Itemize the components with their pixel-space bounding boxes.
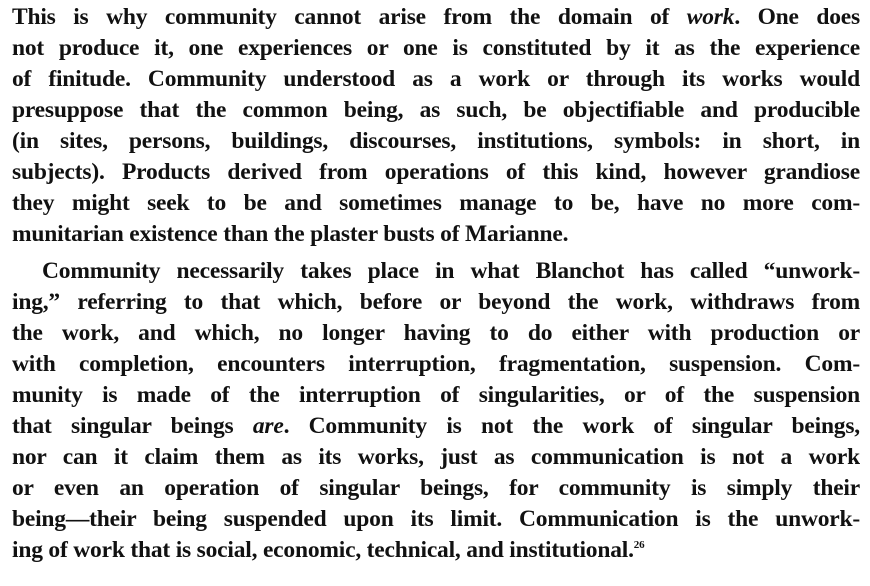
- text-line: presuppose that the common being, as such, be objectifiable and producible: [12, 97, 860, 123]
- text-line: This is why community cannot arise from the domain of work. One does: [12, 4, 860, 30]
- paragraph-1: [12, 2, 860, 250]
- text-line: they might seek to be and sometimes manage to be, have no more com-: [12, 190, 860, 216]
- text-line: (in sites, persons, buildings, discourses, institutions, symbols: in short, in: [12, 128, 860, 154]
- emphasis-work: work: [686, 4, 735, 30]
- text-line: Community necessarily takes place in what Blanchot has called “unwork-: [42, 258, 860, 284]
- text-line: that singular beings are. Community is not the work of singular beings,: [12, 413, 860, 439]
- paragraph-2: [12, 256, 860, 566]
- text-line: with completion, encounters interruption, fragmentation, suspension. Com-: [12, 351, 860, 377]
- text-line: not produce it, one experiences or one is constituted by it as the experience: [12, 35, 860, 61]
- text-line: ing,” referring to that which, before or beyond the work, withdraws from: [12, 289, 860, 315]
- text-line: subjects). Products derived from operations of this kind, however grandiose: [12, 159, 860, 185]
- text-line: the work, and which, no longer having to do either with production or: [12, 320, 860, 346]
- emphasis-are: are: [252, 413, 284, 439]
- text-line: munity is made of the interruption of singularities, or of the suspension: [12, 382, 860, 408]
- text-line: munitarian existence than the plaster busts of Marianne.: [12, 221, 569, 247]
- text-line: or even an operation of singular beings, for community is simply their: [12, 475, 860, 501]
- text-line: of finitude. Community understood as a work or through its works would: [12, 66, 860, 92]
- text-line: nor can it claim them as its works, just as communication is not a work: [12, 444, 860, 470]
- text-line: being—their being suspended upon its limit. Communication is the unwork-: [12, 506, 860, 532]
- footnote-marker: 26: [633, 539, 645, 551]
- text-line: ing of work that is social, economic, technical, and institutional.$^{26}$: [12, 537, 645, 563]
